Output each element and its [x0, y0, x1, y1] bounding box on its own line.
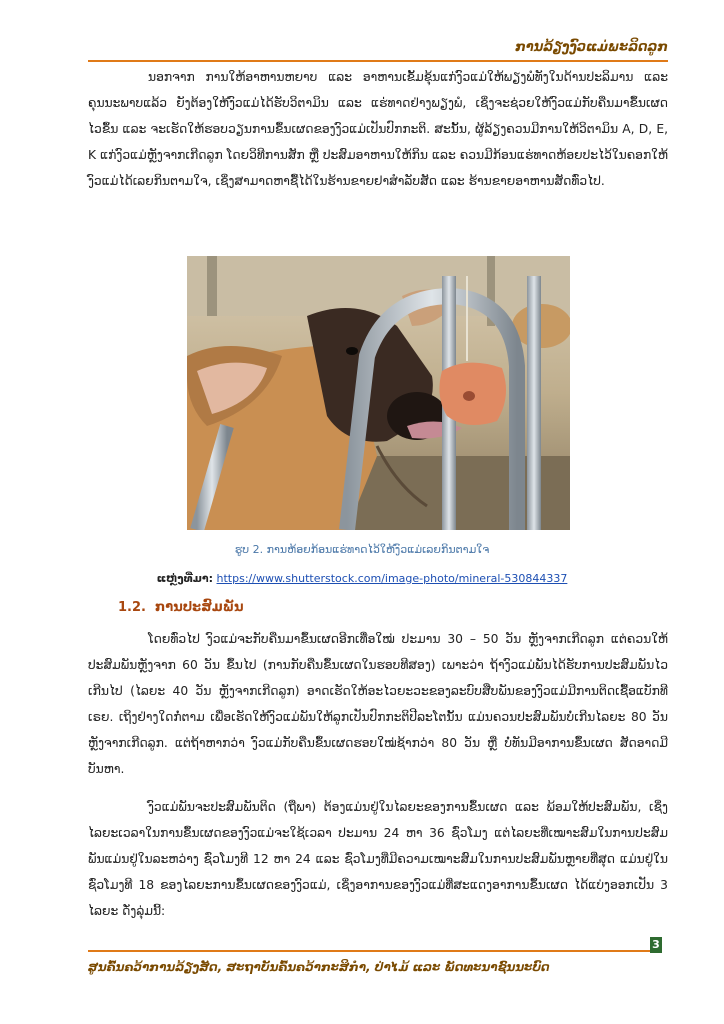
figure-caption: ຮູບ 2. ການຫ້ອຍກ້ອນແຮ່ທາດໄວ້ໃຫ້ງົວແມ່ເລຍກິນຕາມໃຈ: [234, 543, 490, 556]
section-title: ການປະສົມພັນ: [155, 600, 244, 615]
figure-source: [0, 572, 724, 585]
running-header-title: ການລ້ຽງງົວແມ່ພະລິດລູກ: [515, 40, 668, 55]
paragraph-vitamins-minerals: ນອກຈາກ ການໃຫ້ອາຫານຫຍາບ ແລະ ອາຫານເຂັ້ມຂຸ້ນແກ່ງົວແມ່ໃຫ້ພຽງພໍທັງໃນດ້ານປະລິມານ ແລະ ຄຸນນະພາບແລ້ວ ຍັງຕ້ອງໃຫ້ງົວແມ່ໄດ້ຮັບວິຕາມິນ ແລະ ແຮ່ທາດຢ່າງພຽງພໍ, ເຊິ່ງຈະຊ່ວຍໃຫ້ງົວແມ່ກັບຄືນມາຂຶ້ນເຜດໄວຂຶ້ນ ແລະ ຈະເຮັດໃຫ້ຮອບວຽນການຂຶ້ນເຜດຂອງງົວແມ່ເປັນປົກກະຕິ. ສະນັ້ນ, ຜູ້ລ້ຽງຄວນມີການໃຫ້ວິຕາມິນ A, D, E, K ແກ່ງົວແມ່ຫຼັງຈາກເກີດລູກ ໂດຍວິທີການສັກ ຫຼື ປະສົມອາຫານໃຫ້ກິນ ແລະ ຄວນມີກ້ອນແຮ່ທາດຫ້ອຍປະໄວ້ໃນຄອກໃຫ້ງົວແມ່ໄດ້ເລຍກິນຕາມໃຈ, ເຊິ່ງສາມາດຫາຊື້ໄດ້ໃນຮ້ານຂາຍຢາສຳລັບສັດ ແລະ ຮ້ານຂາຍອາຫານສັດທົ່ວໄປ.: [88, 70, 668, 188]
footer-organization: ສູນຄົ້ນຄວ້າການລ້ຽງສັດ, ສະຖາບັນຄົ້ນຄວ້າກະສິກຳ, ປ່າໄມ້ ແລະ ພັດທະນາຊົນນະບົດ: [88, 960, 550, 974]
header-divider: [88, 60, 668, 62]
source-link[interactable]: https://www.shutterstock.com/image-photo/mineral-530844337: [216, 572, 568, 585]
cow-licking-mineral-block-photo: [187, 256, 570, 530]
page-number: 3: [650, 937, 662, 953]
footer-divider: [88, 950, 652, 952]
section-heading: [118, 600, 244, 615]
source-label: ແຫຼ່ງທີ່ມາ:: [156, 572, 214, 585]
paragraph-breeding-timing: ໂດຍທົ່ວໄປ ງົວແມ່ຈະກັບຄືນມາຂຶ້ນເຜດອີກເທື່ອໃໝ່ ປະມານ 30 – 50 ວັນ ຫຼັງຈາກເກີດລູກ ແຕ່ຄວນໃຫ້ປະສົມພັນຫຼັງຈາກ 60 ວັນ ຂຶ້ນໄປ (ການກັບຄືນຂຶ້ນເຜດໃນຮອບທີສອງ) ເພາະວ່າ ຖ້າງົວແມ່ພັນໄດ້ຮັບການປະສົມພັນໄວເກີນໄປ (ໄລຍະ 40 ວັນ ຫຼັງຈາກເກີດລູກ) ອາດເຮັດໃຫ້ອະໄວຍະວະຂອງລະບົບສືບພັນຂອງງົວແມ່ມີການຕິດເຊື້ອແບັກທີເຣຍ. ເຖິງຢ່າງໃດກໍ່ຕາມ ເພື່ອເຮັດໃຫ້ງົວແມ່ພັນໃຫ້ລູກເປັນປົກກະຕິປີລະໂຕນັ້ນ ແມ່ນຄວນປະສົມພັນບໍ່ເກີນໄລຍະ 80 ວັນ ຫຼັງຈາກເກີດລູກ. ແຕ່ຖ້າຫາກວ່າ ງົວແມ່ກັບຄືນຂຶ້ນເຜດຮອບໃໝ່ຊ້າກວ່າ 80 ວັນ ຫຼື ບໍ່ທັນມີອາການຂຶ້ນເຜດ ສັດອາດມີບັນຫາ.: [88, 632, 668, 776]
section-number: 1.2.: [118, 600, 146, 615]
paragraph-estrus-duration: ງົວແມ່ພັນຈະປະສົມພັນຕິດ (ຖືພາ) ຕ້ອງແມ່ນຢູ່ໃນໄລຍະຂອງການຂຶ້ນເຜດ ແລະ ພ້ອມໃຫ້ປະສົມພັນ, ເຊິ່ງໄລຍະເວລາໃນການຂຶ້ນເຜດຂອງງົວແມ່ຈະໃຊ້ເວລາ ປະມານ 24 ຫາ 36 ຊົ່ວໂມງ ແຕ່ໄລຍະທີ່ເໝາະສົມໃນການປະສົມພັນແມ່ນຢູ່ໃນລະຫວ່າງ ຊົ່ວໂມງທີ 12 ຫາ 24 ແລະ ຊົ່ວໂມງທີ່ມີຄວາມເໝາະສົມໃນການປະສົມພັນຫຼາຍທີ່ສຸດ ແມ່ນຢູ່ໃນຊົ່ວໂມງທີ 18 ຂອງໄລຍະການຂຶ້ນເຜດຂອງງົວແມ່, ເຊິ່ງອາການຂອງງົວແມ່ທີ່ສະແດງອາການຂຶ້ນເຜດ ໄດ້ແບ່ງອອກເປັນ 3 ໄລຍະ ດັ່ງລຸ່ມນີ້:: [88, 800, 668, 918]
